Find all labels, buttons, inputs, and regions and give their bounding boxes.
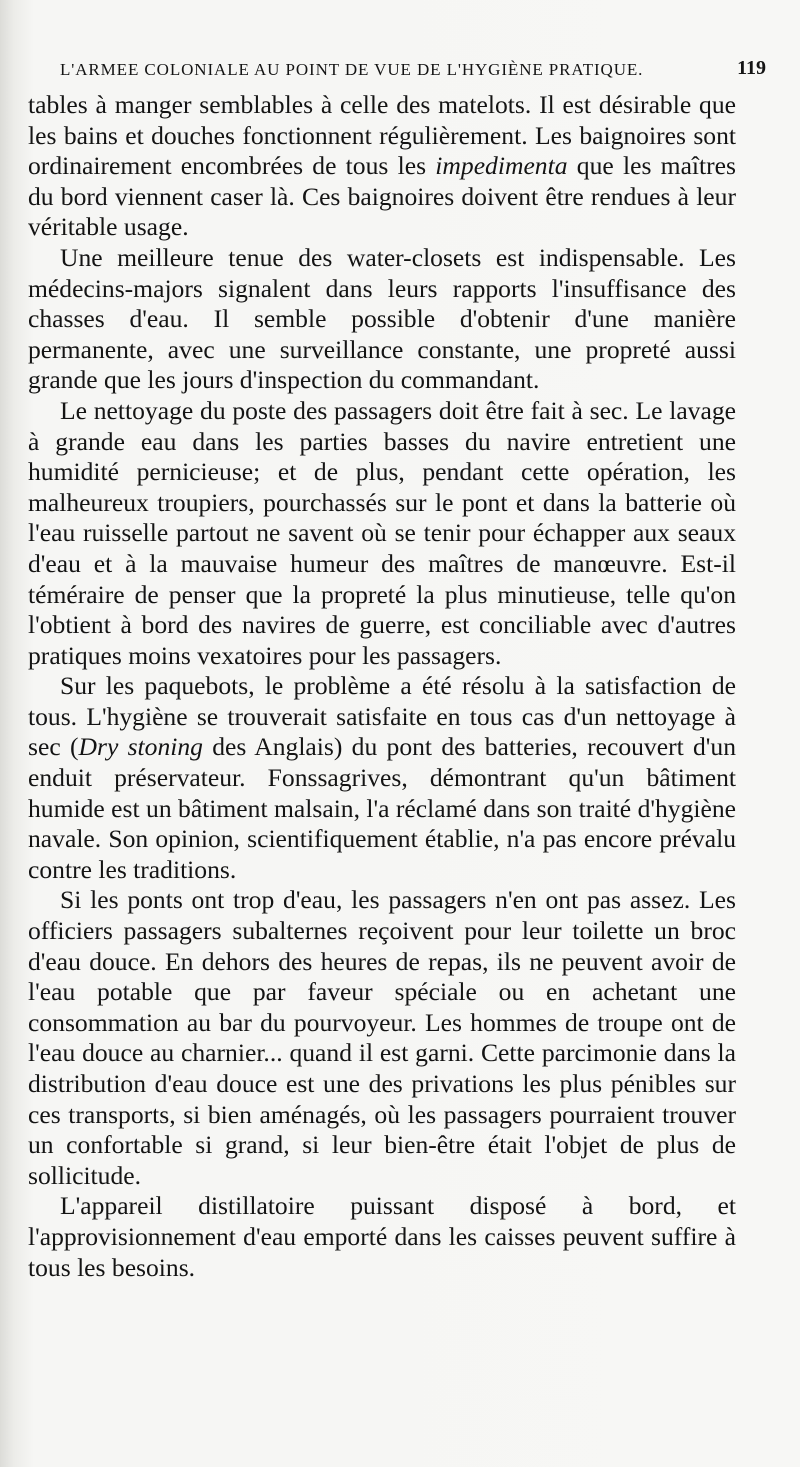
paragraph — [28, 671, 736, 885]
text-run: Si les ponts ont trop d'eau, les passagers n'en ont pas assez. Les officiers passagers subalternes reçoivent pour leur toilette un broc d'eau douce. En dehors des heures de repas, ils ne peuvent avoir de l'eau potable que par faveur spéciale ou en achetant une consommation au bar du pourvoyeur. Les hommes de troupe ont de l'eau douce au charnier... quand il est garni. Cette parcimonie dans la distribution d'eau douce est une des privations les plus pénibles sur ces transports, si bien aménagés, où les passagers pourraient trouver un confortable si grand, si leur bien-être était l'objet de plus de sollicitude. — [28, 885, 736, 1190]
text-run: tables à manger semblables à celle des matelots. Il est désirable que les bains et douches fonctionnent régulièrement. Les baignoires sont ordinairement encombrées de tous les — [28, 90, 736, 181]
paragraph — [28, 885, 736, 1191]
paragraph — [28, 396, 736, 671]
text-run: Sur les paquebots, le problème a été résolu à la satisfaction de tous. L'hygiène se trouverait satisfaite en tous cas d'un nettoyage à sec ( — [28, 671, 736, 762]
page-header — [36, 54, 766, 86]
text-run: L'appareil distillatoire puissant disposé à bord, et l'approvisionnement d'eau emporté dans les caisses peuvent suffire à tous les besoins. — [28, 1191, 736, 1282]
text-run: Une meilleure tenue des water-closets est indispensable. Les médecins-majors signalent dans leurs rapports l'insuffisance des chasses d'eau. Il semble possible d'obtenir d'une manière permanente, avec une surveillance constante, une propreté aussi grande que les jours d'inspection du commandant. — [28, 242, 736, 395]
text-run: des Anglais) du pont des batteries, recouvert d'un enduit préservateur. Fonssagrives, démontrant qu'un bâtiment humide est un bâtiment malsain, l'a réclamé dans son traité d'hygiène navale. Son opinion, scientifiquement établie, n'a pas encore prévalu contre les traditions. — [28, 732, 737, 884]
text-run: Le nettoyage du poste des passagers doit être fait à sec. Le lavage à grande eau dans les parties basses du navire entretient une humidité pernicieuse; et de plus, pendant cette opération, les malheureux troupiers, pourchassés sur le pont et dans la batterie où l'eau ruisselle partout ne savent où se tenir pour échapper aux seaux d'eau et à la mauvaise humeur des maîtres de manœuvre. Est-il téméraire de penser que la propreté la plus minutieuse, telle qu'on l'obtient à bord des navires de guerre, est conciliable avec d'autres pratiques moins vexatoires pour les passagers. — [28, 395, 736, 670]
body-text — [28, 90, 736, 1283]
text-run: que les maîtres du bord viennent caser là. Ces baignoires doivent être rendues à leur véritable usage. — [28, 151, 736, 242]
paragraph — [28, 243, 736, 396]
running-title: L'ARMEE COLONIALE AU POINT DE VUE DE L'HYGIÈNE PRATIQUE. — [60, 60, 644, 79]
page-number: 119 — [737, 57, 766, 79]
italic-term: Dry stoning — [78, 732, 203, 762]
paragraph — [28, 90, 736, 243]
paragraph — [28, 1191, 736, 1283]
italic-term: impedimenta — [435, 151, 568, 181]
